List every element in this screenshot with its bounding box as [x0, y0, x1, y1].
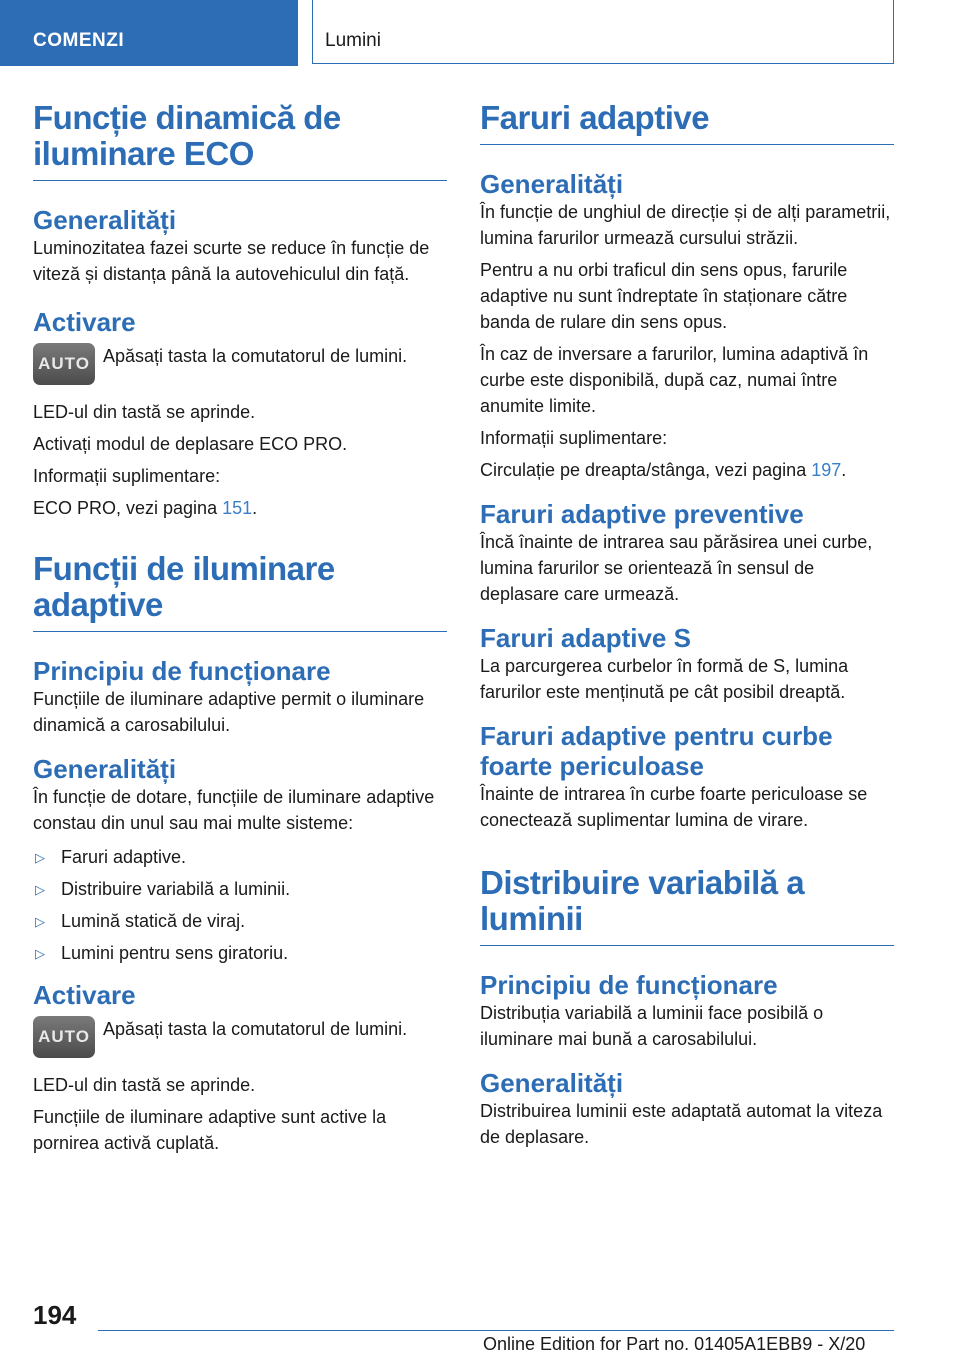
subheading-principle: Principiu de funcționare: [33, 656, 331, 686]
page-link-151[interactable]: 151: [222, 498, 253, 518]
paragraph: Luminozitatea fazei scurte se reduce în funcție de viteză și distanța până la autovehiculul din față.: [33, 238, 430, 284]
paragraph-ref: [33, 495, 447, 521]
heading-eco-lighting: Funcție dinamică de iluminare ECO: [33, 99, 341, 172]
ref-text: Circulație pe dreapta/stânga, vezi pagina: [480, 460, 812, 480]
paragraph: Distribuția variabilă a luminii face posibilă o iluminare mai bună a carosabilului.: [480, 1003, 824, 1049]
chapter-box: [312, 0, 894, 64]
paragraph: În funcție de unghiul de direcție și de alți parametrii, lumina farurilor urmează cursului străzii.: [480, 202, 891, 248]
subheading-activation: Activare: [33, 307, 136, 337]
right-column: [480, 100, 894, 1150]
paragraph: Informații suplimentare:: [480, 428, 668, 448]
chapter-label: Lumini: [325, 30, 381, 51]
paragraph-ref: [480, 457, 894, 483]
heading-rule: [33, 631, 447, 632]
section-tab: [0, 0, 298, 66]
edition-note: Online Edition for Part no. 01405A1EBB9 - X/20: [483, 1334, 866, 1354]
section-label: COMENZI: [33, 30, 125, 51]
paragraph: Apăsați tasta la comutatorul de lumini.: [103, 346, 408, 366]
subheading-general: Generalități: [480, 169, 624, 199]
page-header: [0, 0, 960, 66]
subheading-preventive: Faruri adaptive preventive: [480, 499, 804, 529]
paragraph: În funcție de dotare, funcțiile de iluminare adaptive constau din unul sau mai multe sisteme:: [33, 787, 435, 833]
paragraph: Înainte de intrarea în curbe foarte periculoase se conectează suplimentar lumina de virare.: [480, 784, 868, 830]
page-number: 194: [33, 1300, 77, 1330]
triangle-bullet-icon: ▷: [35, 850, 45, 865]
paragraph: Funcțiile de iluminare adaptive sunt active la pornirea activă cuplată.: [33, 1107, 387, 1153]
subheading-s-curves: Faruri adaptive S: [480, 623, 691, 653]
heading-adaptive-headlights: Faruri adaptive: [480, 99, 710, 136]
list-item: ▷ Distribuire variabilă a luminii.: [33, 876, 447, 902]
paragraph: În caz de inversare a farurilor, lumina adaptivă în curbe este disponibilă, după caz, numai între anumite limite.: [480, 344, 869, 416]
triangle-bullet-icon: ▷: [35, 946, 45, 961]
auto-instruction: [33, 343, 447, 387]
list-item: ▷ Lumină statică de viraj.: [33, 908, 447, 934]
auto-button-icon: AUTO: [33, 1016, 95, 1058]
list-item: ▷ Lumini pentru sens giratoriu.: [33, 940, 447, 966]
ref-end: .: [252, 498, 258, 518]
subheading-principle: Principiu de funcționare: [480, 970, 778, 1000]
paragraph: Activați modul de deplasare ECO PRO.: [33, 434, 348, 454]
ref-text: ECO PRO, vezi pagina: [33, 498, 223, 518]
paragraph: Încă înainte de intrarea sau părăsirea unei curbe, lumina farurilor se orientează în sensul de deplasare care urmează.: [480, 532, 873, 604]
triangle-bullet-icon: ▷: [35, 882, 45, 897]
subheading-general: Generalități: [33, 205, 177, 235]
subheading-general: Generalități: [33, 754, 177, 784]
triangle-bullet-icon: ▷: [35, 914, 45, 929]
paragraph: Informații suplimentare:: [33, 466, 221, 486]
heading-rule: [480, 945, 894, 946]
paragraph: Pentru a nu orbi traficul din sens opus, farurile adaptive nu sunt îndreptate în staționare către banda de rulare din sens opus.: [480, 260, 848, 332]
subheading-general: Generalități: [480, 1068, 624, 1098]
paragraph: La parcurgerea curbelor în formă de S, lumina farurilor este menținută pe cât posibil dreaptă.: [480, 656, 849, 702]
paragraph: Apăsați tasta la comutatorul de lumini.: [103, 1019, 408, 1039]
page-link-197[interactable]: 197: [811, 460, 842, 480]
heading-rule: [480, 144, 894, 145]
subheading-activation: Activare: [33, 980, 136, 1010]
paragraph: LED-ul din tastă se aprinde.: [33, 1075, 256, 1095]
heading-variable-distribution: Distribuire variabilă a luminii: [480, 864, 805, 937]
system-list: [33, 844, 447, 966]
heading-rule: [33, 180, 447, 181]
subheading-dangerous-curves: Faruri adaptive pentru curbe foarte periculoase: [480, 721, 833, 781]
heading-adaptive-functions: Funcții de iluminare adaptive: [33, 550, 335, 623]
auto-instruction: [33, 1016, 447, 1060]
list-item: ▷ Faruri adaptive.: [33, 844, 447, 870]
auto-button-icon: AUTO: [33, 343, 95, 385]
paragraph: Distribuirea luminii este adaptată automat la viteza de deplasare.: [480, 1101, 883, 1147]
footer-rule: [98, 1330, 894, 1331]
paragraph: Funcțiile de iluminare adaptive permit o iluminare dinamică a carosabilului.: [33, 689, 425, 735]
left-column: [33, 100, 447, 1156]
paragraph: LED-ul din tastă se aprinde.: [33, 402, 256, 422]
ref-end: .: [841, 460, 847, 480]
